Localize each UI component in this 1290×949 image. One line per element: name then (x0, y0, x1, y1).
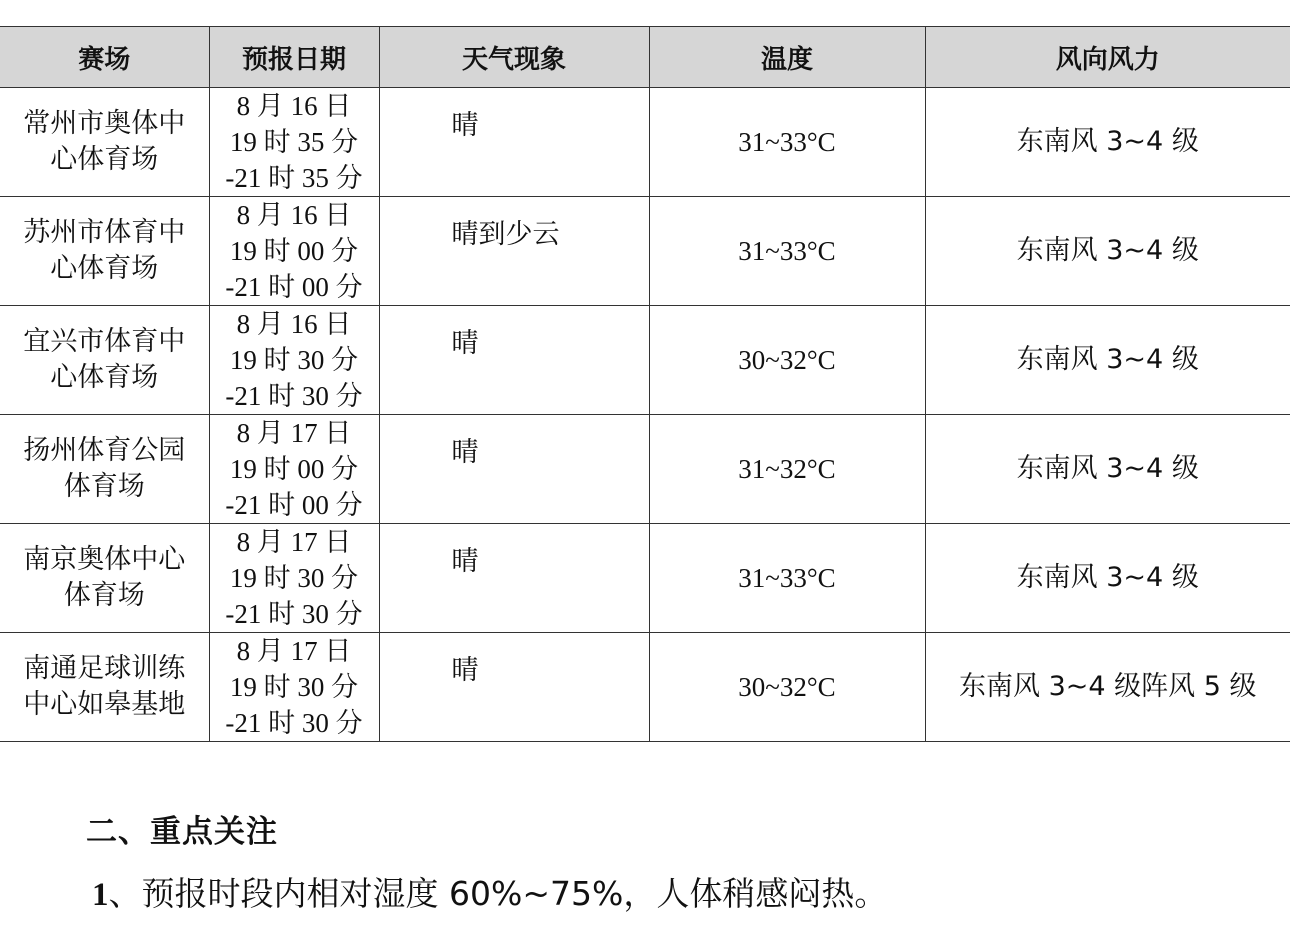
date-start-time: 19 时 00 分 (229, 236, 359, 266)
temperature-cell: 31~32°C (649, 415, 925, 524)
weather-cell (379, 415, 649, 524)
date-day: 8 月 17 日 (236, 636, 352, 666)
header-temperature: 温度 (649, 27, 925, 88)
temperature-cell: 30~32°C (649, 633, 925, 742)
weather-cell (379, 633, 649, 742)
table-row (0, 415, 1290, 524)
table-row (0, 306, 1290, 415)
date-cell (209, 88, 379, 197)
temperature-cell: 30~32°C (649, 306, 925, 415)
weather-text: 晴 (451, 328, 479, 359)
wind-cell: 东南风 3~4 级 (925, 197, 1290, 306)
date-end-time: -21 时 30 分 (225, 599, 363, 629)
header-row (0, 27, 1290, 88)
table-row (0, 633, 1290, 742)
date-end-time: -21 时 30 分 (225, 708, 363, 738)
date-end-time: -21 时 00 分 (225, 272, 363, 302)
weather-text: 晴 (451, 437, 479, 468)
date-start-time: 19 时 00 分 (229, 454, 359, 484)
venue-name: 常州市奥体中心体育场 (23, 108, 186, 175)
date-start-time: 19 时 30 分 (229, 563, 359, 593)
temperature-cell: 31~33°C (649, 524, 925, 633)
table-row (0, 524, 1290, 633)
venue-cell (0, 524, 209, 633)
temperature-cell: 31~33°C (649, 88, 925, 197)
weather-cell (379, 88, 649, 197)
venue-name: 苏州市体育中心体育场 (23, 217, 186, 284)
header-date: 预报日期 (209, 27, 379, 88)
date-start-time: 19 时 35 分 (229, 127, 359, 157)
humidity-note (92, 868, 887, 915)
date-day: 8 月 16 日 (236, 200, 352, 230)
date-end-time: -21 时 30 分 (225, 381, 363, 411)
date-end-time: -21 时 00 分 (225, 490, 363, 520)
table-header (0, 27, 1290, 88)
header-weather: 天气现象 (379, 27, 649, 88)
venue-cell (0, 633, 209, 742)
date-start-time: 19 时 30 分 (229, 345, 359, 375)
temperature-cell: 31~33°C (649, 197, 925, 306)
venue-cell (0, 197, 209, 306)
date-cell (209, 633, 379, 742)
date-cell (209, 197, 379, 306)
weather-text: 晴 (451, 110, 479, 141)
table-row (0, 197, 1290, 306)
forecast-table (0, 26, 1290, 742)
weather-text: 晴 (451, 655, 479, 686)
date-start-time: 19 时 30 分 (229, 672, 359, 702)
weather-text: 晴到少云 (451, 219, 560, 250)
date-cell (209, 306, 379, 415)
section-heading: 二、重点关注 (86, 814, 278, 850)
wind-cell: 东南风 3~4 级 (925, 415, 1290, 524)
wind-cell: 东南风 3~4 级 (925, 306, 1290, 415)
note-number: 1 (92, 877, 109, 913)
date-end-time: -21 时 35 分 (225, 163, 363, 193)
wind-cell: 东南风 3~4 级 (925, 88, 1290, 197)
venue-name: 南京奥体中心体育场 (23, 544, 186, 611)
header-venue: 赛场 (0, 27, 209, 88)
table-row (0, 88, 1290, 197)
header-wind: 风向风力 (925, 27, 1290, 88)
date-cell (209, 524, 379, 633)
venue-cell (0, 88, 209, 197)
wind-cell: 东南风 3~4 级阵风 5 级 (925, 633, 1290, 742)
note-text: 、预报时段内相对湿度 60%~75%，人体稍感闷热。 (108, 874, 888, 913)
venue-name: 扬州体育公园体育场 (23, 435, 186, 502)
date-cell (209, 415, 379, 524)
wind-cell: 东南风 3~4 级 (925, 524, 1290, 633)
weather-cell (379, 197, 649, 306)
venue-name: 宜兴市体育中心体育场 (23, 326, 186, 393)
date-day: 8 月 16 日 (236, 91, 352, 121)
venue-cell (0, 306, 209, 415)
table-body (0, 88, 1290, 742)
weather-text: 晴 (451, 546, 479, 577)
venue-cell (0, 415, 209, 524)
weather-cell (379, 306, 649, 415)
venue-name: 南通足球训练中心如皋基地 (23, 653, 186, 720)
date-day: 8 月 17 日 (236, 418, 352, 448)
date-day: 8 月 16 日 (236, 309, 352, 339)
weather-cell (379, 524, 649, 633)
date-day: 8 月 17 日 (236, 527, 352, 557)
